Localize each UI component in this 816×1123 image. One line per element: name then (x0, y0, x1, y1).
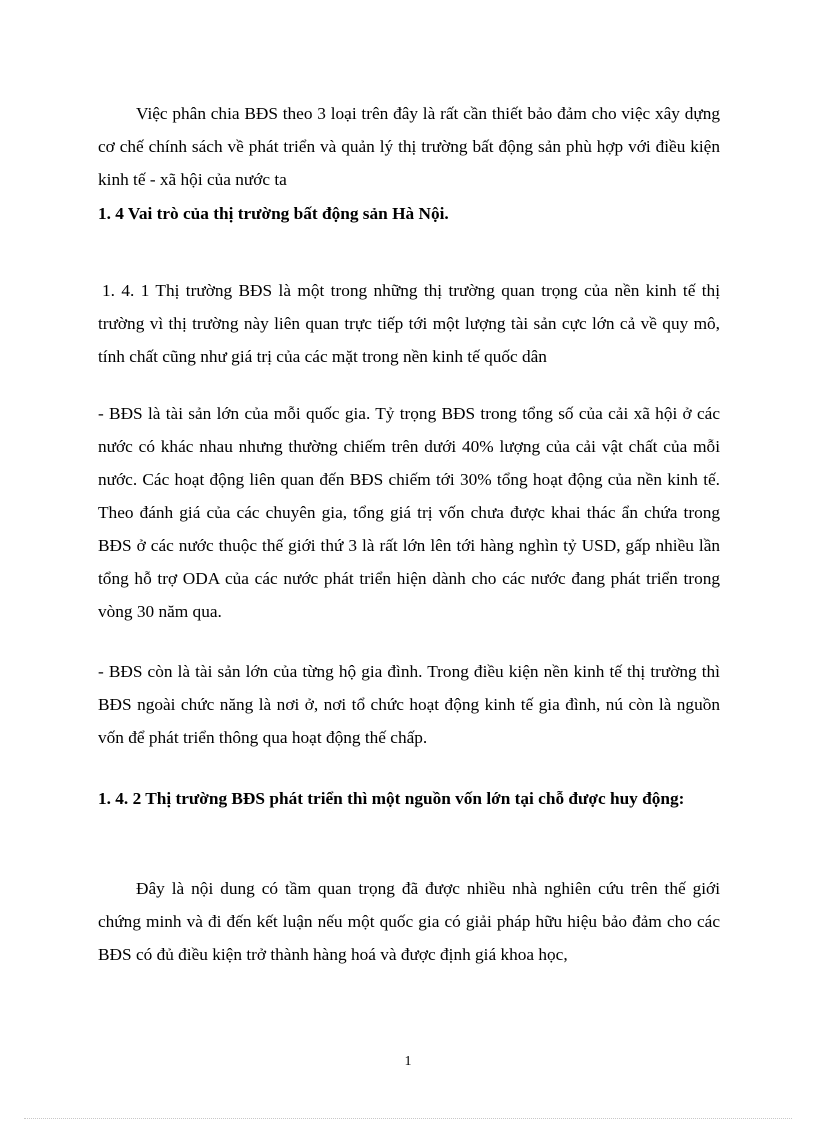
page-bottom-divider (24, 1118, 792, 1119)
section-heading-1-4-2: 1. 4. 2 Thị trường BĐS phát triển thì một nguồn vốn lớn tại chỗ được huy động: (98, 789, 685, 808)
paragraph-capital-mobilization: Đây là nội dung có tầm quan trọng đã được nhiều nhà nghiên cứu trên thế giới chứng minh và đi đến kết luận nếu một quốc gia có giải pháp hữu hiệu bảo đảm cho các BĐS có đủ điều kiện trở thành hàng hoá và được định giá khoa học, (98, 879, 720, 964)
paragraph-classification-summary: Việc phân chia BĐS theo 3 loại trên đây là rất cần thiết bảo đảm cho việc xây dựng cơ chế chính sách về phát triển và quản lý thị trường bất động sản phù hợp với điều kiện kinh tế - xã hội của nước ta (98, 104, 720, 189)
paragraph-household-assets: - BĐS còn là tài sản lớn của từng hộ gia đình. Trong điều kiện nền kinh tế thị trường thì BĐS ngoài chức năng là nơi ở, nơi tổ chức hoạt động kinh tế gia đình, nú còn là nguồn vốn để phát triển thông qua hoạt động thế chấp. (98, 662, 720, 747)
paragraph-1-4-1: 1. 4. 1 Thị trường BĐS là một trong những thị trường quan trọng của nền kinh tế thị trường vì thị trường này liên quan trực tiếp tới một lượng tài sản cực lớn cả về quy mô, tính chất cũng như giá trị của các mặt trong nền kinh tế quốc dân (98, 281, 720, 366)
page-number: 1 (404, 1054, 412, 1069)
section-heading-1-4: 1. 4 Vai trò của thị trường bất động sản Hà Nội. (98, 204, 449, 223)
paragraph-national-assets: - BĐS là tài sản lớn của mỗi quốc gia. Tỷ trọng BĐS trong tổng số của cải xã hội ở các nước có khác nhau nhưng thường chiếm trên dưới 40% lượng của cải vật chất của mỗi nước. Các hoạt động liên quan đến BĐS chiếm tới 30% tổng hoạt động của nền kinh tế. Theo đánh giá của các chuyên gia, tổng giá trị vốn chưa được khai thác ẩn chứa trong BĐS ở các nước thuộc thế giới thứ 3 là rất lớn lên tới hàng nghìn tỷ USD, gấp nhiều lần tổng hỗ trợ ODA của các nước phát triển hiện dành cho các nước đang phát triển trong vòng 30 năm qua. (98, 404, 720, 621)
